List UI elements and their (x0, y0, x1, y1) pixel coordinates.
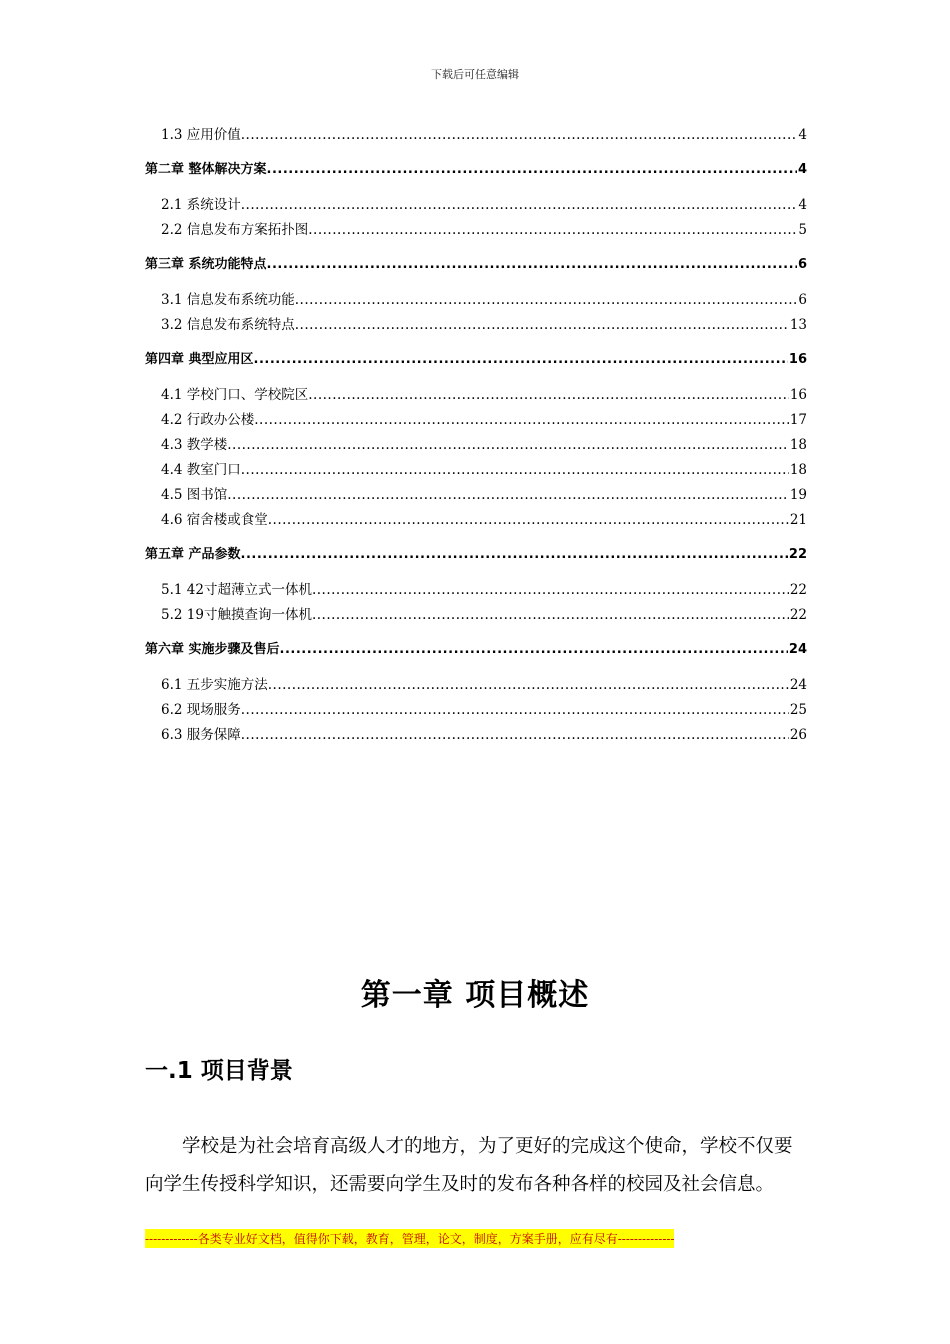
toc-leader (227, 436, 789, 454)
toc-entry-4-1[interactable] (145, 386, 807, 404)
toc-page-number: 21 (789, 512, 807, 528)
toc-page-number: 24 (789, 677, 807, 693)
toc-chapter-5[interactable] (145, 546, 807, 564)
toc-entry-label: 2.2 信息发布方案拓扑图 (161, 222, 309, 238)
toc-entry-6-1[interactable] (145, 676, 807, 694)
toc-entry-label: 第六章 实施步骤及售后 (145, 642, 280, 657)
toc-leader (295, 291, 798, 309)
toc-entry-label: 4.6 宿舍楼或食堂 (161, 512, 268, 528)
toc-leader (268, 511, 789, 529)
toc-chapter-2[interactable] (145, 161, 807, 179)
toc-entry-5-1[interactable] (145, 581, 807, 599)
toc-entry-label: 5.2 19寸触摸查询一体机 (161, 607, 312, 623)
toc-entry-6-2[interactable] (145, 701, 807, 719)
toc-entry-label: 2.1 系统设计 (161, 197, 241, 213)
toc-page-number: 16 (788, 352, 807, 367)
toc-leader (280, 641, 788, 659)
toc-leader (241, 196, 798, 214)
toc-page-number: 22 (789, 607, 807, 623)
toc-leader (241, 726, 789, 744)
toc-entry-2-2[interactable] (145, 221, 807, 239)
toc-leader (295, 316, 789, 334)
toc-leader (268, 676, 789, 694)
toc-entry-label: 第三章 系统功能特点 (145, 257, 267, 272)
toc-leader (312, 581, 789, 599)
toc-leader (308, 386, 789, 404)
toc-page-number: 18 (789, 462, 807, 478)
toc-entry-label: 6.3 服务保障 (161, 727, 241, 743)
toc-entry-4-6[interactable] (145, 511, 807, 529)
body-paragraph: 学校是为社会培育高级人才的地方，为了更好的完成这个使命，学校不仅要向学生传授科学知识，还需要向学生及时的发布各种各样的校园及社会信息。 (145, 1136, 793, 1195)
toc-leader (308, 221, 797, 239)
toc-entry-3-2[interactable] (145, 316, 807, 334)
toc-page-number: 5 (798, 222, 807, 238)
toc-entry-4-5[interactable] (145, 486, 807, 504)
toc-page-number: 6 (798, 292, 807, 308)
toc-leader (267, 256, 797, 274)
toc-leader (254, 351, 788, 369)
toc-page-number: 18 (789, 437, 807, 453)
toc-page-number: 16 (789, 387, 807, 403)
toc-leader (312, 606, 789, 624)
toc-entry-label: 4.4 教室门口 (161, 462, 241, 478)
toc-entry-label: 4.2 行政办公楼 (161, 412, 255, 428)
toc-entry-label: 6.1 五步实施方法 (161, 677, 268, 693)
toc-leader (241, 461, 789, 479)
section-title: 一.1 项目背景 (145, 1058, 293, 1084)
toc-entry-label: 第四章 典型应用区 (145, 352, 254, 367)
toc-entry-6-3[interactable] (145, 726, 807, 744)
table-of-contents (145, 126, 807, 744)
toc-chapter-3[interactable] (145, 256, 807, 274)
toc-leader (241, 701, 789, 719)
chapter-title: 第一章 项目概述 (360, 978, 590, 1013)
toc-entry-label: 4.3 教学楼 (161, 437, 228, 453)
toc-page-number: 4 (797, 162, 807, 177)
toc-entry-label: 3.1 信息发布系统功能 (161, 292, 295, 308)
toc-leader (267, 161, 797, 179)
toc-page-number: 19 (789, 487, 807, 503)
toc-leader (227, 486, 789, 504)
footer-banner: -------------各类专业好文档，值得你下载，教育，管理，论文，制度，方案手册，应有尽有-------------- (145, 1229, 674, 1248)
toc-page-number: 26 (789, 727, 807, 743)
toc-entry-2-1[interactable] (145, 196, 807, 214)
toc-entry-4-2[interactable] (145, 411, 807, 429)
toc-leader (254, 411, 789, 429)
toc-page-number: 22 (788, 547, 807, 562)
toc-chapter-4[interactable] (145, 351, 807, 369)
toc-entry-4-4[interactable] (145, 461, 807, 479)
toc-entry-label: 1.3 应用价值 (161, 127, 241, 143)
toc-page-number: 22 (789, 582, 807, 598)
toc-entry-1-3[interactable] (145, 126, 807, 144)
toc-entry-label: 第二章 整体解决方案 (145, 162, 267, 177)
toc-leader (241, 126, 798, 144)
toc-entry-label: 4.5 图书馆 (161, 487, 228, 503)
toc-entry-label: 5.1 42寸超薄立式一体机 (161, 582, 312, 598)
toc-entry-label: 6.2 现场服务 (161, 702, 241, 718)
toc-leader (241, 546, 788, 564)
page-header: 下载后可任意编辑 (431, 68, 519, 81)
toc-page-number: 17 (789, 412, 807, 428)
toc-entry-label: 第五章 产品参数 (145, 547, 241, 562)
toc-page-number: 4 (798, 127, 807, 143)
toc-entry-4-3[interactable] (145, 436, 807, 454)
toc-chapter-6[interactable] (145, 641, 807, 659)
toc-entry-5-2[interactable] (145, 606, 807, 624)
toc-page-number: 6 (797, 257, 807, 272)
toc-entry-label: 3.2 信息发布系统特点 (161, 317, 295, 333)
toc-page-number: 4 (798, 197, 807, 213)
toc-entry-3-1[interactable] (145, 291, 807, 309)
toc-page-number: 24 (788, 642, 807, 657)
toc-page-number: 13 (789, 317, 807, 333)
toc-page-number: 25 (789, 702, 807, 718)
toc-entry-label: 4.1 学校门口、学校院区 (161, 387, 309, 403)
